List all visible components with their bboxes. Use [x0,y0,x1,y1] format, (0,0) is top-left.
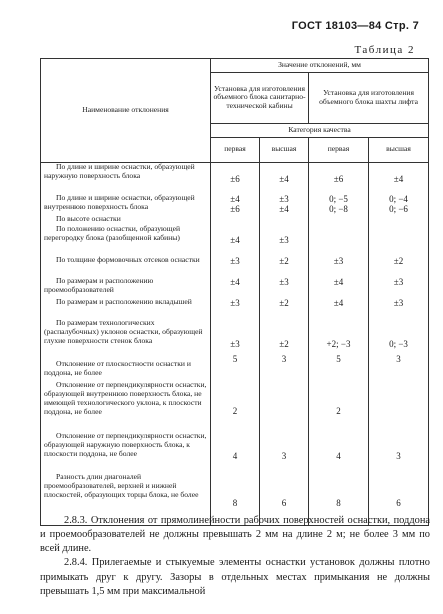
column-header-name: Наименование отклонения [41,59,211,163]
values-column-highest-1 [260,162,309,525]
column-header-values: Значение отклонений, мм [211,59,429,73]
paragraph-2-8-3: 2.8.3. Отклонения от прямолинейности рабочих поверхностей оснастки, поддона и проемообразователей не должны превышать 2 мм на длине 2 м; не более 3 мм по всей длине. [40,515,430,555]
cell-value: 6 [396,497,401,508]
row-name: По размерам и расположению вкладышей [56,296,192,306]
cell-value: 4 [336,450,341,461]
page-header: ГОСТ 18103—84 Стр. 7 [291,20,419,32]
cell-value: ±4 [333,276,344,287]
cell-value: ±3 [279,234,289,245]
cell-value [371,370,426,421]
cell-value: ±2 [279,255,289,266]
row-name: По размерам технологических (распалубочных) уклонов оснастки, образующей глухие поверхности стенок блока [44,317,203,345]
cell-value: ±4 [230,234,240,245]
row-name: По высоте оснастки [56,213,121,223]
values-column-highest-2 [369,162,429,525]
cell-value: 8 [336,497,341,508]
row-name: Отклонение от перпендикулярности оснастки, образующей внутреннюю поверхность блока, не имеющей технологического уклона, к плоскости поддона, не более [44,379,207,416]
column-header-group2: Установка для изготовления объемного блока шахты лифта [309,72,429,123]
cell-value: 0; −3 [389,338,408,349]
row-name: По толщине формовочных отсеков оснастки [56,254,200,264]
cell-value: 5 [232,353,238,364]
cell-value: ±4 [279,203,289,214]
cell-value: 0; −5 [329,193,348,204]
cell-value: 0; −8 [329,203,348,214]
cell-value: +2; −3 [326,338,351,349]
cell-value: ±3 [393,276,404,287]
cell-value: 4 [232,450,238,461]
column-header-quality: Категория качества [211,123,429,137]
cell-value: ±3 [333,255,344,266]
deviation-table [40,58,429,526]
cell-value: 0; −6 [389,203,408,214]
paragraph-2-8-4: 2.8.4. Прилегаемые и стыкуемые элементы оснастки установок должны плотно примыкать друг к другу. Зазоры в отдельных местах примыкания не должны превышать 1,5 мм при максимальной [40,557,430,597]
cell-value: ±2 [393,255,404,266]
cell-value: 3 [396,450,401,461]
values-column-first-2 [309,162,369,525]
cell-value: 8 [232,497,238,508]
table-caption: Таблица 2 [354,44,415,56]
row-name: Отклонение от плоскостности оснастки и поддона, не более [44,358,191,377]
cell-value: ±6 [230,203,240,214]
row-name: По размерам и расположению проемообразователей [44,275,154,294]
cell-value: ±3 [279,276,289,287]
cell-value: ±3 [230,297,240,308]
cell-value: 2 [336,405,341,416]
cell-value: ±2 [279,338,289,349]
cell-value [311,214,366,245]
column-header-first-2: первая [309,137,369,162]
column-header-first-1: первая [211,137,260,162]
body-text [40,514,430,599]
cell-value: ±4 [279,173,289,184]
cell-value: 3 [396,353,401,364]
cell-value: ±6 [230,173,240,184]
row-name: По положению оснастки, образующей перегородку блока (разобщенной кабины) [44,223,181,242]
cell-value: ±4 [333,297,344,308]
cell-value: 6 [281,497,287,508]
cell-value: 2 [232,405,238,416]
cell-value: 5 [336,353,341,364]
cell-value: 3 [281,450,287,461]
cell-value: 0; −4 [389,193,408,204]
table-body-row [41,162,429,525]
cell-value: 3 [281,353,287,364]
row-name: Разность длин диагоналей проемообразователей, верхней и нижней плоскостей, образующих торцы блока, не более [44,471,199,499]
column-header-group1: Установка для изготовления объемного блока санитарно-технической кабины [211,72,309,123]
cell-value: ±3 [393,297,404,308]
cell-value: ±4 [230,193,240,204]
cell-value: ±3 [230,338,240,349]
cell-value: ±3 [230,255,240,266]
cell-value [371,214,426,245]
row-name: Отклонение от перпендикулярности оснастки, образующей наружную поверхность блока, к плоскости поддона, не более [44,430,207,458]
cell-value: ±2 [279,297,289,308]
row-name: По длине и ширине оснастки, образующей наружную поверхность блока [44,161,195,180]
column-header-highest-1: высшая [260,137,309,162]
row-name: По длине и ширине оснастки, образующей внутреннюю поверхность блока [44,192,195,211]
values-column-first-1 [211,162,260,525]
cell-value: ±4 [393,173,404,184]
column-header-highest-2: высшая [369,137,429,162]
cell-value [262,370,306,421]
deviation-names-cell [41,162,211,525]
cell-value: ±3 [279,193,289,204]
cell-value: ±6 [333,173,344,184]
cell-value: ±4 [230,276,240,287]
